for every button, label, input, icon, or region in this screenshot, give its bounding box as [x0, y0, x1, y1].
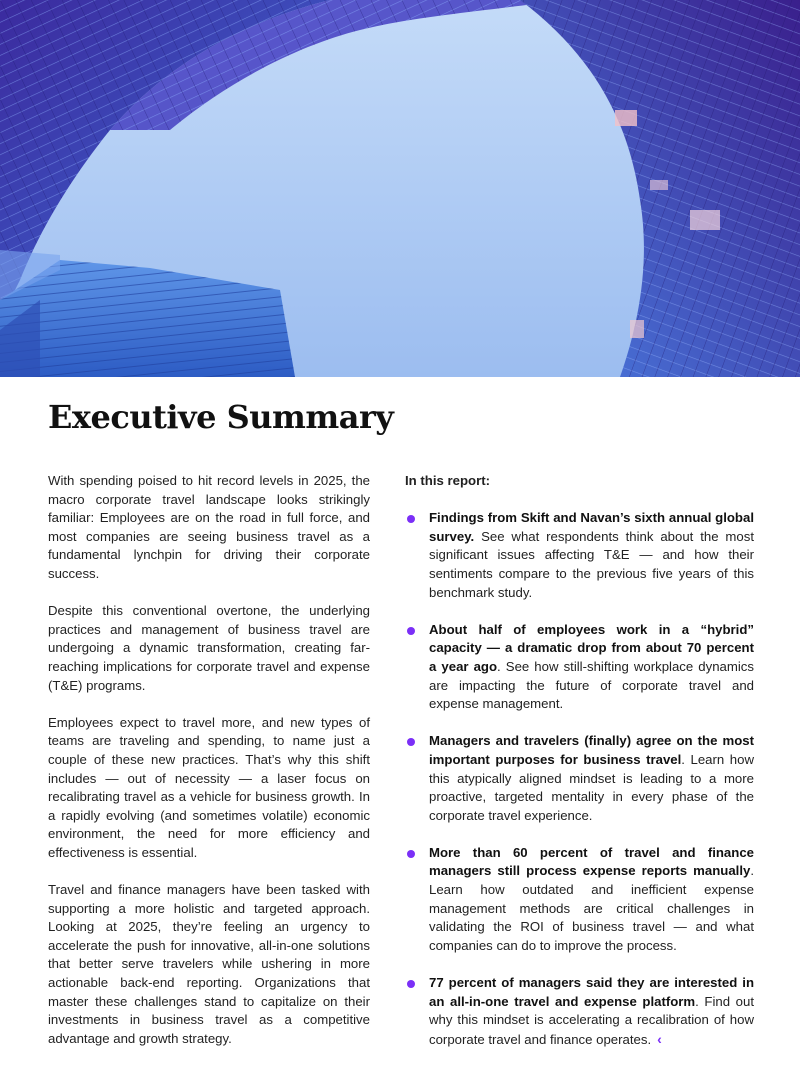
bullet-dot-icon	[407, 627, 415, 635]
intro-paragraph: Employees expect to travel more, and new types of teams are traveling and spending, to name just a couple of these new practices. That’s why this shift includes — out of necessity — a laser focus on recalibrating travel as a vehicle for business growth. In a rapidly evolving (and sometimes volatile) economic environment, the need for more efficiency and effectiveness is essential.	[48, 714, 370, 860]
report-heading: In this report:	[405, 473, 490, 488]
report-list	[405, 509, 754, 1049]
bullet-dot-icon	[407, 738, 415, 746]
item-text: . Find out why this mindset is accelerating a recalibration of how corporate travel and finance operates.	[429, 993, 754, 1047]
item-text: . Learn how this atypically aligned mindset is leading to a more proactive, targeted mentality in every phase of the corporate travel experience.	[429, 751, 754, 823]
bullet-dot-icon	[407, 980, 415, 988]
page-title: Executive Summary	[48, 398, 394, 436]
bullet-dot-icon	[407, 850, 415, 858]
bullet-dot-icon	[407, 515, 415, 523]
list-item	[405, 509, 754, 602]
list-item	[405, 974, 754, 1049]
intro-column	[48, 472, 370, 1067]
list-item	[405, 621, 754, 714]
intro-paragraph: With spending poised to hit record levels in 2025, the macro corporate travel landscape looks strikingly familiar: Employees are on the road in full force, and most companies are seeing business travel as a fundamental lynchpin for driving their corporate success.	[48, 473, 370, 581]
report-summary-column	[405, 472, 754, 1068]
item-text: . See how still-shifting workplace dynamics are impacting the future of corporate travel and expense management.	[429, 658, 754, 712]
list-item	[405, 844, 754, 956]
intro-paragraph: Despite this conventional overtone, the underlying practices and management of business travel are undergoing a dynamic transformation, creating far-reaching implications for corporate travel and expense (T&E) programs.	[48, 603, 370, 693]
intro-paragraph: Travel and finance managers have been tasked with supporting a more holistic and targeted approach. Looking at 2025, they’re feeling an urgency to accelerate the push for innovative, all-in-one solutions that better serve travelers while ushering in more actionable back-end reporting. Organizations that master these challenges stand to capitalize on their investments in business travel as a competitive advantage and growth strategy.	[48, 882, 370, 1046]
item-highlight: About half of employees work in a “hybrid” capacity — a dramatic drop from about 70 percent a year ago	[429, 621, 754, 674]
hero-image	[0, 0, 800, 377]
list-item	[405, 732, 754, 825]
item-highlight: More than 60 percent of travel and finance managers still process expense reports manually	[429, 844, 754, 879]
hero-building-photo	[0, 0, 800, 377]
item-highlight: Findings from Skift and Navan’s sixth annual global survey.	[429, 510, 754, 544]
chevron-left-icon: ‹	[657, 1030, 662, 1047]
item-text: . Learn how outdated and inefficient expense management methods are critical challenges in validating the ROI of business travel — and what companies can do to improve the process.	[429, 863, 754, 953]
item-highlight: 77 percent of managers said they are interested in an all-in-one travel and expense platform	[429, 975, 754, 1009]
item-text: See what respondents think about the most significant issues affecting T&E — and how their sentiments compare to the previous five years of this benchmark study.	[429, 528, 754, 600]
item-highlight: Managers and travelers (finally) agree on the most important purposes for business travel	[429, 733, 754, 767]
